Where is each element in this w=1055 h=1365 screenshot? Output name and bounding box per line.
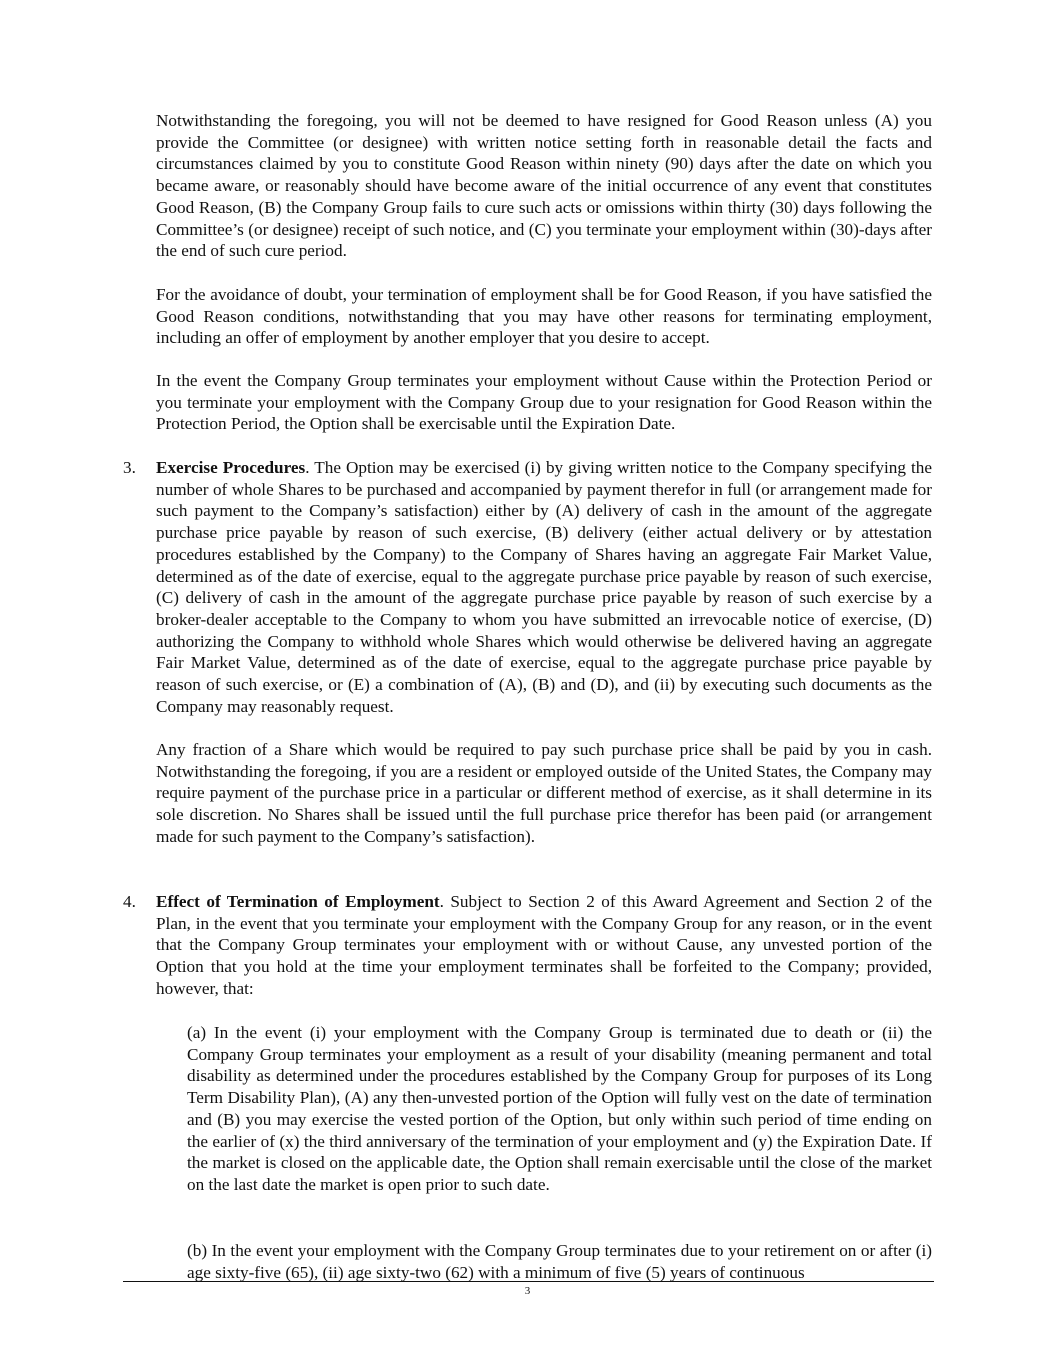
section-4-body: Subject to Section 2 of this Award Agreement and Section 2 of the Plan, in the event that you terminate your employment with the Company Group for any reason, or in the event that the Company Group terminates your employment with or without Cause, any unvested portion of the Option that you hold at the time your employment terminates shall be forfeited to the Company; provided, however, that: xyxy=(156,892,932,998)
good-reason-notice-paragraph: Notwithstanding the foregoing, you will not be deemed to have resigned for Good Reason unless (A) you provide the Committee (or designee) with written notice setting forth in reasonable detail the facts and circumstances claimed by you to constitute Good Reason within ninety (90) days after the date on which you became aware, or reasonably should have become aware of the initial occurrence of any event that constitutes Good Reason, (B) the Company Group fails to cure such acts or omissions within thirty (30) days following the Committee’s (or designee) receipt of such notice, and (C) you terminate your employment within (30)-days after the end of such cure period. xyxy=(156,111,932,261)
section-4-subsection-a: (a) In the event (i) your employment with the Company Group is terminated due to death or (ii) the Company Group terminates your employment as a result of your disability (meaning permanent and total disability as determined under the procedures established by the Company Group for purposes of its Long Term Disability Plan), (A) any then-unvested portion of the Option will fully vest on the date of termination and (B) you may exercise the vested portion of the Option, but only within such period of time ending on the earlier of (x) the third anniversary of the termination of your employment and (y) the Expiration Date. If the market is closed on the applicable date, the Option shall remain exercisable until the close of the market on the last date the market is open prior to such date. xyxy=(187,1023,932,1194)
section-3-body: The Option may be exercised (i) by giving written notice to the Company specifying the number of whole Shares to be purchased and accompanied by payment therefor in full (or arrangement made for such payment to the Company’s satisfaction) either by (A) delivery of cash in the amount of the aggregate purchase price payable by reason of such exercise, (B) delivery (either actual delivery or by attestation procedures established by the Company) to the Company of Shares having an aggregate Fair Market Value, determined as of the date of exercise, equal to the aggregate purchase price payable by reason of such exercise, (C) delivery of cash in the amount of the aggregate purchase price payable by reason of such exercise by a broker-dealer acceptable to the Company to whom you have submitted an irrevocable notice of exercise, (D) authorizing the Company to withhold whole Shares which would otherwise be delivered having an aggregate Fair Market Value, determined as of the date of exercise, equal to the aggregate purchase price payable by reason of such exercise, or (E) a combination of (A), (B) and (D), and (ii) by executing such documents as the Company may reasonably request. xyxy=(156,458,932,716)
section-3-exercise-procedures xyxy=(156,457,932,717)
section-3-heading-punct: . xyxy=(305,458,310,477)
section-4-heading: Effect of Termination of Employment xyxy=(156,892,440,911)
section-4-number: 4. xyxy=(123,892,136,911)
protection-period-paragraph: In the event the Company Group terminates your employment without Cause within the Protection Period or you terminate your employment with the Company Group due to your resignation for Good Reason within the Protection Period, the Option shall be exercisable until the Expiration Date. xyxy=(156,371,932,434)
page-number: 3 xyxy=(524,1285,531,1297)
good-reason-avoidance-paragraph: For the avoidance of doubt, your termination of employment shall be for Good Reason, if you have satisfied the Good Reason conditions, notwithstanding that you may have other reasons for terminating employment, including an offer of employment by another employer that you desire to accept. xyxy=(156,285,932,348)
footer-divider xyxy=(123,1281,934,1282)
section-4-effect-of-termination xyxy=(156,891,932,1000)
section-3-fraction-paragraph: Any fraction of a Share which would be required to pay such purchase price shall be paid by you in cash. Notwithstanding the foregoing, if you are a resident or employed outside of the United States, the Company may require payment of the purchase price in a particular or different method of exercise, as it shall determine in its sole discretion. No Shares shall be issued until the full purchase price therefor has been paid (or arrangement made for such payment to the Company’s satisfaction). xyxy=(156,740,932,846)
section-4-heading-punct: . xyxy=(439,892,444,911)
section-4-subsection-b: (b) In the event your employment with the Company Group terminates due to your retirement on or after (i) age sixty-five (65), (ii) age sixty-two (62) with a minimum of five (5) years of continuous xyxy=(187,1241,932,1282)
section-3-number: 3. xyxy=(123,458,136,477)
section-3-heading: Exercise Procedures xyxy=(156,458,306,477)
